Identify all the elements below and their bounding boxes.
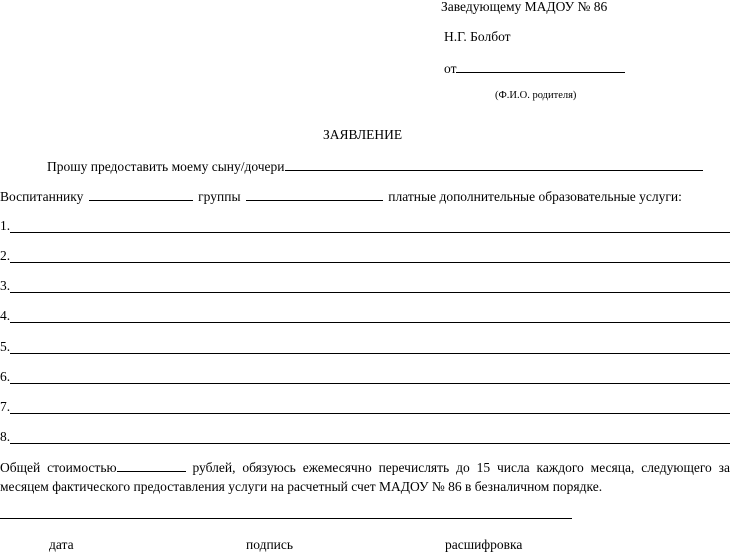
- list-item-number: 5.: [0, 339, 11, 354]
- document-title: ЗАЯВЛЕНИЕ: [323, 127, 403, 142]
- service-line-field[interactable]: [10, 322, 730, 323]
- services-text: платные дополнительные образовательные услуги:: [388, 189, 682, 204]
- service-line-field[interactable]: [10, 443, 730, 444]
- from-line: [444, 59, 625, 77]
- signature-line-field[interactable]: [0, 518, 572, 519]
- list-item-number: 7.: [0, 399, 11, 414]
- list-item-number: 1.: [0, 218, 11, 233]
- list-item-number: 3.: [0, 278, 11, 293]
- date-label: дата: [49, 537, 74, 552]
- pupil-label: Воспитаннику: [0, 189, 84, 204]
- group-label: группы: [198, 189, 241, 204]
- child-name-field[interactable]: [285, 157, 703, 171]
- service-line-field[interactable]: [10, 413, 730, 414]
- parent-caption: (Ф.И.О. родителя): [495, 90, 577, 101]
- from-label: от: [444, 61, 457, 76]
- list-item-number: 6.: [0, 369, 11, 384]
- service-line-field[interactable]: [10, 262, 730, 263]
- service-line-field[interactable]: [10, 292, 730, 293]
- list-item-number: 4.: [0, 308, 11, 323]
- cost-prefix: Общей стоимостью: [0, 460, 117, 475]
- list-item-number: 2.: [0, 248, 11, 263]
- head-name: Н.Г. Болбот: [444, 29, 511, 44]
- sign-label: подпись: [246, 537, 294, 552]
- cost-rest: рублей, обязуюсь ежемесячно перечислять до 15 числа каждого месяца, следующего за месяцем фактического предоставления услуги на расчетный счет МАДОУ № 86 в безналичном порядке.: [0, 460, 730, 494]
- decoding-label: расшифровка: [445, 537, 523, 552]
- list-item-number: 8.: [0, 429, 11, 444]
- pupil-name-field[interactable]: [89, 187, 193, 201]
- group-field[interactable]: [246, 187, 383, 201]
- cost-paragraph: [0, 458, 730, 496]
- service-line-field[interactable]: [10, 353, 730, 354]
- service-line-field[interactable]: [10, 383, 730, 384]
- request-line: [47, 157, 703, 175]
- parent-name-field[interactable]: [456, 59, 625, 73]
- request-text: Прошу предоставить моему сыну/дочери: [47, 159, 285, 174]
- addressee: Заведующему МАДОУ № 86: [441, 0, 608, 14]
- pupil-line: [0, 187, 682, 205]
- service-line-field[interactable]: [10, 232, 730, 233]
- cost-amount-field[interactable]: [117, 458, 186, 472]
